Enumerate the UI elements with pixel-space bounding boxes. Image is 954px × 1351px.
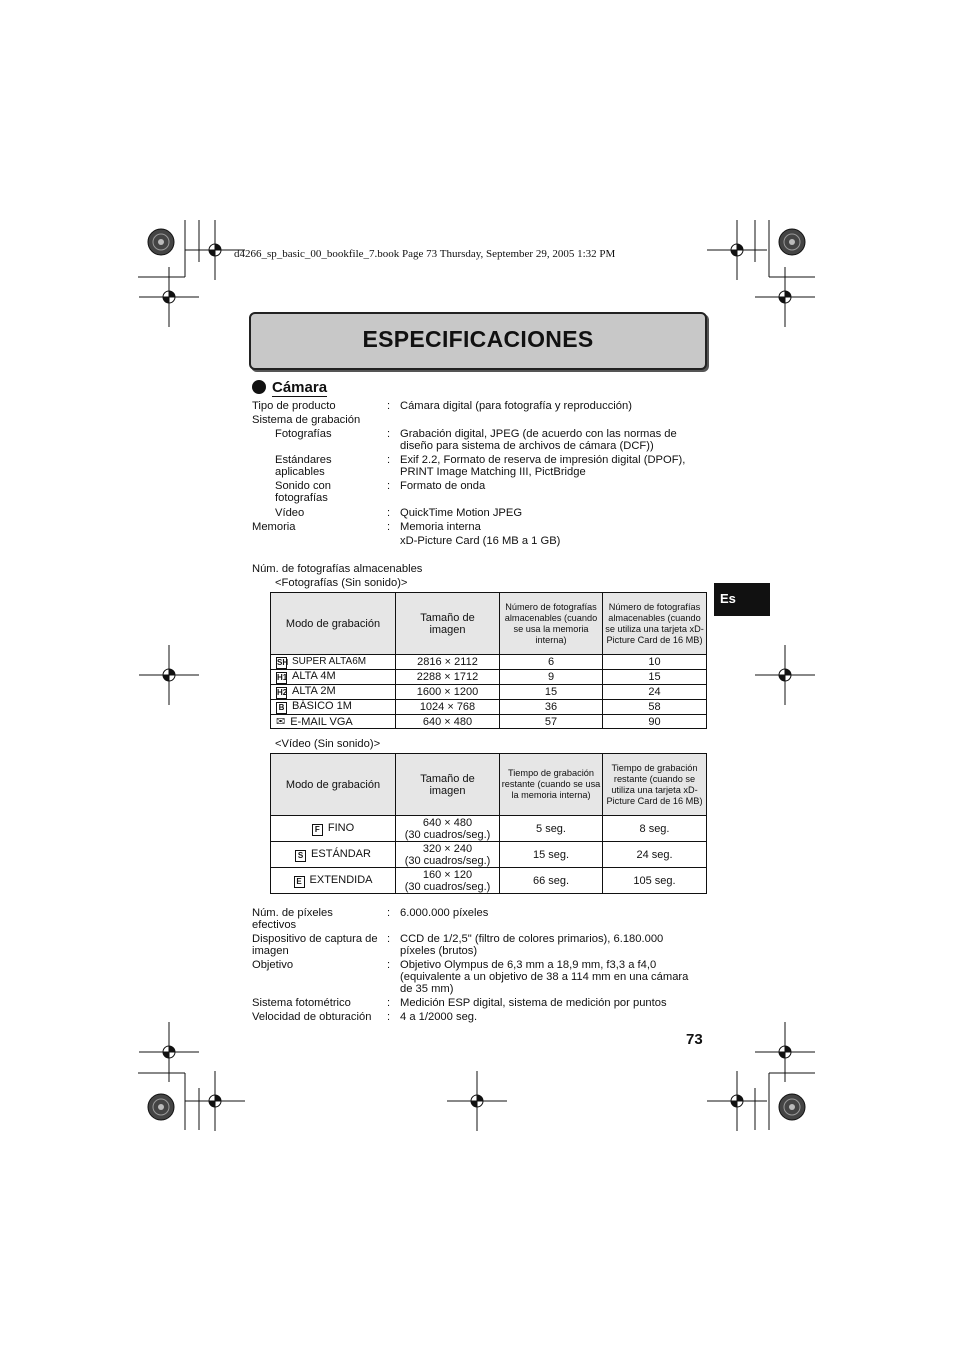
mode-label: BÁSICO 1M: [292, 700, 352, 712]
table-header-row: [271, 593, 707, 655]
spec-label: Objetivo: [252, 959, 294, 971]
size-cell: [396, 842, 500, 868]
spec-colon: :: [387, 507, 391, 519]
mode-label: ALTA 4M: [292, 670, 336, 682]
mode-cell: [271, 868, 396, 894]
spec-label: Memoria: [252, 521, 296, 533]
spec-label: Tipo de producto: [252, 400, 336, 412]
spec-label: Sistema de grabación: [252, 414, 361, 426]
mode-label: FINO: [327, 821, 355, 834]
spec-label: imagen: [252, 945, 289, 957]
page-title: ESPECIFICACIONES: [362, 326, 594, 352]
size-cell: 2288 × 1712: [396, 670, 500, 685]
spec-value: Memoria interna: [400, 521, 481, 533]
table-row: [271, 715, 707, 729]
size-fps: (30 cuadros/seg.): [404, 828, 491, 841]
language-tab-label: Es: [720, 591, 736, 606]
card-cell: 10: [603, 655, 707, 670]
spec-label: fotografías: [275, 492, 328, 504]
photos-table: [270, 592, 707, 729]
size-value: 640 × 480: [422, 816, 473, 829]
mode-label: ALTA 2M: [292, 685, 336, 697]
internal-cell: 36: [500, 700, 603, 715]
spec-label: aplicables: [275, 466, 325, 478]
internal-cell: 9: [500, 670, 603, 685]
internal-cell: 5 seg.: [500, 816, 603, 842]
mode-cell: [271, 700, 396, 715]
header-cell: Modo de grabación: [271, 593, 396, 655]
mode-cell: [271, 842, 396, 868]
header-cell: Tamaño de imagen: [396, 754, 500, 816]
video-table: [270, 753, 707, 894]
stored-heading: Núm. de fotografías almacenables: [252, 563, 423, 575]
spec-label: efectivos: [252, 919, 297, 931]
card-cell: 90: [603, 715, 707, 729]
spec-value: (equivalente a un objetivo de 38 a 114 mm en una cámara: [400, 971, 689, 983]
table-row: [271, 685, 707, 700]
super-high-mode-icon: SH: [277, 658, 289, 667]
mode-label: E-MAIL VGA: [290, 715, 353, 728]
spec-colon: :: [387, 933, 391, 945]
section-heading: [252, 379, 327, 396]
envelope-icon: ✉: [276, 715, 286, 728]
spec-label: Dispositivo de captura de: [252, 933, 378, 945]
table-row: [271, 670, 707, 685]
table-row: [271, 700, 707, 715]
size-fps: (30 cuadros/seg.): [404, 854, 491, 867]
extended-mode-icon: E: [294, 876, 305, 888]
header-cell: Tiempo de grabación restante (cuando se usa la memoria interna): [500, 754, 603, 816]
spec-label: Fotografías: [275, 428, 332, 440]
internal-cell: 15: [500, 685, 603, 700]
mode-label: SUPER ALTA6M: [292, 656, 367, 667]
spec-value: xD-Picture Card (16 MB a 1 GB): [400, 535, 561, 547]
spec-value: Objetivo Olympus de 6,3 mm a 18,9 mm, f3,3 a f4,0: [400, 959, 657, 971]
spec-colon: :: [387, 997, 391, 1009]
spec-colon: :: [387, 907, 391, 919]
standard-mode-icon: S: [295, 850, 306, 862]
mode-cell: [271, 816, 396, 842]
mode-cell: [271, 685, 396, 700]
header-cell: Modo de grabación: [271, 754, 396, 816]
mode-label: EXTENDIDA: [309, 873, 373, 886]
spec-colon: :: [387, 400, 391, 412]
spec-label: Sonido con: [275, 480, 331, 492]
card-cell: 15: [603, 670, 707, 685]
spec-value: 4 a 1/2000 seg.: [400, 1011, 478, 1023]
spec-label: Sistema fotométrico: [252, 997, 351, 1009]
spec-value: Formato de onda: [400, 480, 486, 492]
size-cell: 2816 × 2112: [396, 655, 500, 670]
header-cell: Tamaño de imagen: [396, 593, 500, 655]
mode-cell: [271, 715, 396, 729]
size-value: 320 × 240: [422, 842, 473, 855]
card-cell: 8 seg.: [603, 816, 707, 842]
size-cell: [396, 816, 500, 842]
spec-colon: :: [387, 480, 391, 492]
high-1-mode-icon: H1: [277, 673, 288, 682]
card-cell: 24 seg.: [603, 842, 707, 868]
table-row: [271, 868, 707, 894]
spec-value: 6.000.000 píxeles: [400, 907, 489, 919]
spec-colon: :: [387, 521, 391, 533]
spec-colon: :: [387, 959, 391, 971]
video-caption: <Vídeo (Sin sonido)>: [275, 738, 381, 750]
internal-cell: 6: [500, 655, 603, 670]
spec-value: CCD de 1/2,5" (filtro de colores primarios), 6.180.000: [400, 933, 664, 945]
table-header-row: [271, 754, 707, 816]
mode-cell: [271, 670, 396, 685]
spec-label: Velocidad de obturación: [252, 1011, 372, 1023]
mode-cell: [271, 655, 396, 670]
card-cell: 105 seg.: [603, 868, 707, 894]
spec-value: Grabación digital, JPEG (de acuerdo con las normas de: [400, 428, 677, 440]
spec-label: Núm. de píxeles: [252, 907, 333, 919]
spec-label: Vídeo: [275, 507, 305, 519]
internal-cell: 66 seg.: [500, 868, 603, 894]
size-value: 160 × 120: [422, 868, 473, 881]
high-2-mode-icon: H2: [277, 688, 288, 697]
fine-mode-icon: F: [312, 824, 323, 836]
size-cell: 640 × 480: [396, 715, 500, 729]
size-cell: 1600 × 1200: [396, 685, 500, 700]
header-cell: Número de fotografías almacenables (cuando se utiliza una tarjeta xD-Picture Card de 16 MB): [603, 593, 707, 655]
spec-colon: :: [387, 428, 391, 440]
table-row: [271, 816, 707, 842]
size-cell: [396, 868, 500, 894]
page-number: 73: [686, 1031, 703, 1048]
bullet-icon: [252, 380, 266, 394]
book-header-line: d4266_sp_basic_00_bookfile_7.book Page 73 Thursday, September 29, 2005 1:32 PM: [234, 248, 616, 260]
spec-colon: :: [387, 1011, 391, 1023]
spec-value: Exif 2.2, Formato de reserva de impresión digital (DPOF),: [400, 454, 686, 466]
internal-cell: 15 seg.: [500, 842, 603, 868]
spec-value: PRINT Image Matching III, PictBridge: [400, 466, 586, 478]
card-cell: 58: [603, 700, 707, 715]
size-fps: (30 cuadros/seg.): [404, 880, 491, 893]
spec-value: Medición ESP digital, sistema de medición por puntos: [400, 997, 667, 1009]
spec-value: QuickTime Motion JPEG: [400, 507, 523, 519]
table-row: [271, 842, 707, 868]
table-row: [271, 655, 707, 670]
section-title: Cámara: [272, 379, 328, 396]
internal-cell: 57: [500, 715, 603, 729]
spec-value: píxeles (brutos): [400, 945, 478, 957]
header-cell: Número de fotografías almacenables (cuando se usa la memoria interna): [500, 593, 603, 655]
spec-value: Cámara digital (para fotografía y reproducción): [400, 400, 632, 412]
size-cell: 1024 × 768: [396, 700, 500, 715]
mode-label: ESTÁNDAR: [311, 847, 371, 860]
photos-caption: <Fotografías (Sin sonido)>: [275, 577, 408, 589]
spec-label: Estándares: [275, 454, 332, 466]
header-cell: Tiempo de grabación restante (cuando se utiliza una tarjeta xD-Picture Card de 16 MB): [603, 754, 707, 816]
spec-value: diseño para sistema de archivos de cámara (DCF)): [400, 440, 654, 452]
spec-colon: :: [387, 454, 391, 466]
basic-mode-icon: B: [276, 702, 287, 714]
spec-value: de 35 mm): [400, 983, 454, 995]
card-cell: 24: [603, 685, 707, 700]
language-tab: [714, 583, 770, 616]
